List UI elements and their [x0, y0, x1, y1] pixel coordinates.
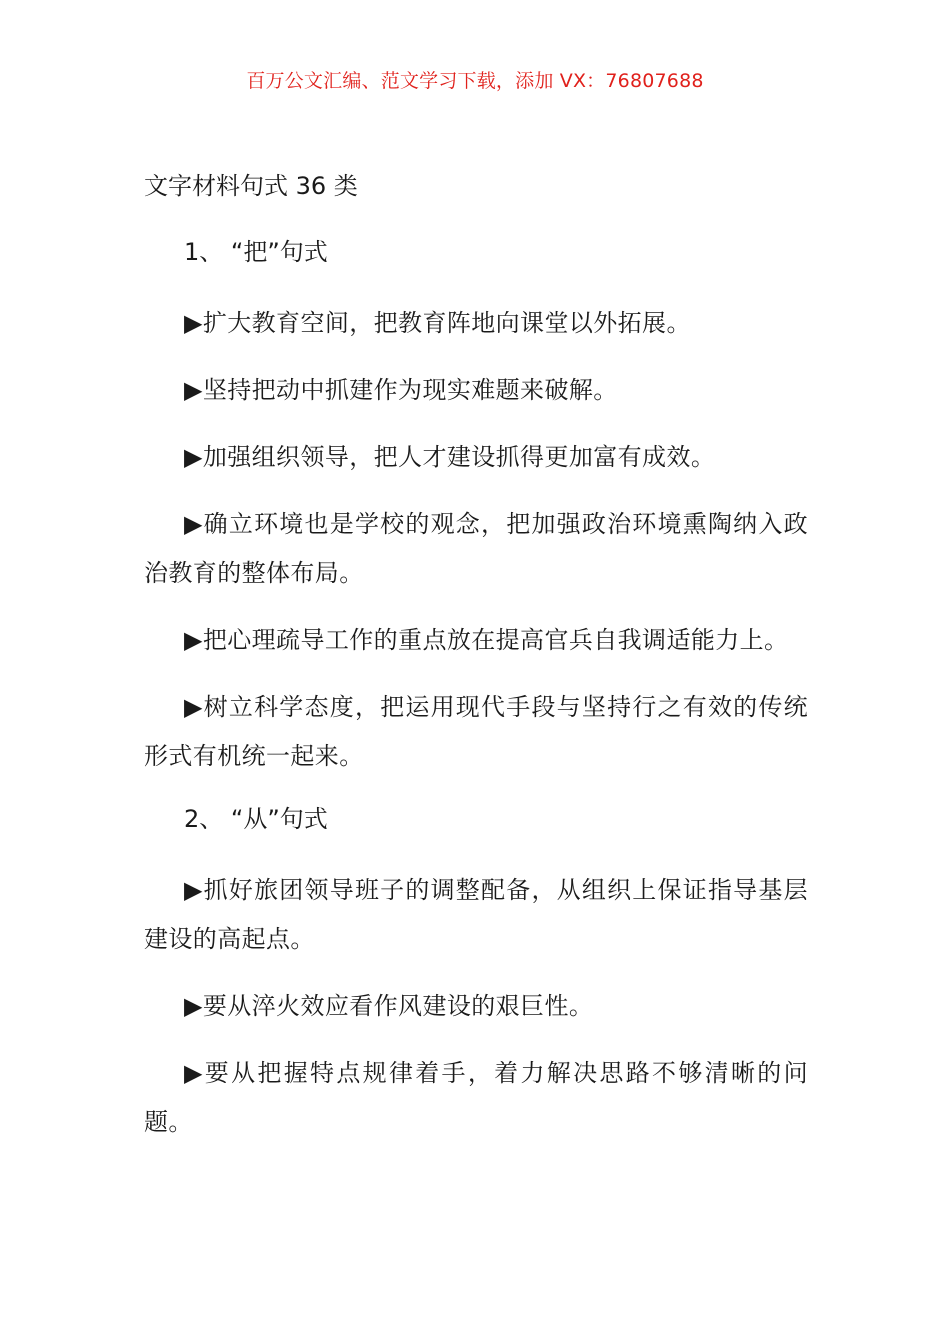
paragraph: ▶要从把握特点规律着手，着力解决思路不够清晰的问题。 [144, 1059, 808, 1136]
paragraph: ▶扩大教育空间，把教育阵地向课堂以外拓展。 [184, 309, 691, 337]
section-heading: 2、 “从”句式 [184, 805, 328, 833]
paragraph: ▶确立环境也是学校的观念，把加强政治环境熏陶纳入政治教育的整体布局。 [144, 510, 808, 587]
header-note: 百万公文汇编、范文学习下载，添加 VX：76807688 [246, 70, 704, 92]
paragraph: ▶抓好旅团领导班子的调整配备，从组织上保证指导基层建设的高起点。 [144, 876, 808, 953]
paragraph: ▶要从淬火效应看作风建设的艰巨性。 [184, 992, 594, 1020]
document-body [144, 166, 808, 1165]
paragraph: ▶加强组织领导，把人才建设抓得更加富有成效。 [184, 443, 716, 471]
paragraph: ▶树立科学态度，把运用现代手段与坚持行之有效的传统形式有机统一起来。 [144, 693, 808, 770]
section-heading: 1、 “把”句式 [184, 238, 328, 266]
paragraph: ▶把心理疏导工作的重点放在提高官兵自我调适能力上。 [184, 626, 789, 654]
document-title: 文字材料句式 36 类 [144, 172, 358, 200]
paragraph: ▶坚持把动中抓建作为现实难题来破解。 [184, 376, 618, 404]
